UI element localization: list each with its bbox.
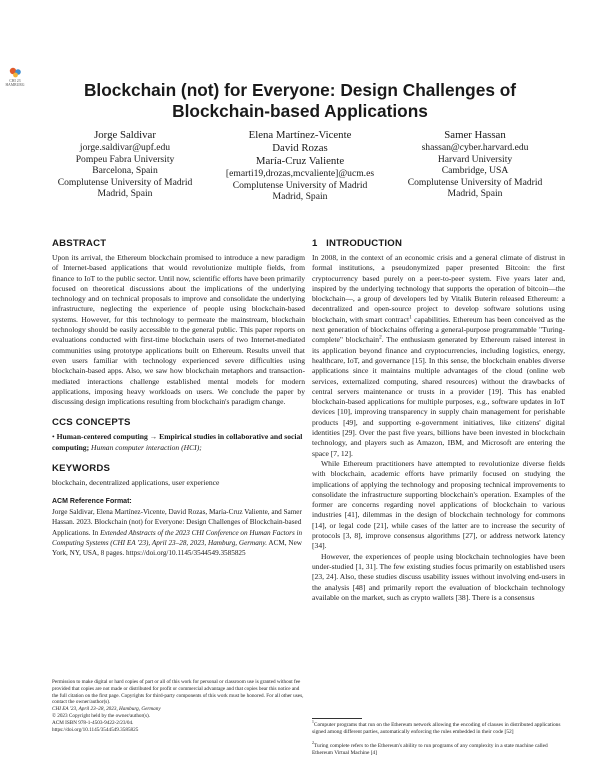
- reference-venue: Extended Abstracts of the 2023 CHI Conference on Human Factors in Computing Systems (CHI EA '23), April 23–28, 2023, Hamburg, Germany.: [52, 528, 303, 547]
- reference-format-text: [52, 507, 305, 557]
- footnote-ref-1: 1: [409, 314, 412, 321]
- permission-text: Permission to make digital or hard copies of part or all of this work for personal or classroom use is granted without fee provided that copies are not made or distributed for profit or commercial advantage and that copies bear this notice and the full citation on the first page. Copyrights for third-party components of this work must be honored. For all other uses, contact the owner/author(s).: [52, 679, 304, 706]
- intro-paragraph-3: However, the experiences of people using blockchain technologies have been under-studied [1, 31]. The few existing studies focus primarily on established users [23, 24]. Also, these studies discuss usability issues without involving end-users in the analysis [48] and primarily report the evaluation of blockchain technology available on the market, such as crypto wallets [38]. There is a consensus: [312, 551, 565, 602]
- author-location: Madrid, Spain: [447, 188, 503, 200]
- permission-block: [52, 679, 305, 733]
- reference-part-2: ACM, New York, NY, USA, 8 pages. https://doi.org/10.1145/3544549.3585825: [52, 538, 302, 557]
- paper-title: [40, 80, 560, 122]
- author-location: Cambridge, USA: [441, 165, 509, 177]
- author-name: María-Cruz Valiente: [255, 155, 345, 167]
- keywords-text: blockchain, decentralized applications, user experience: [52, 478, 220, 488]
- reference-format-heading: ACM Reference Format:: [52, 498, 132, 506]
- author-affiliation: Harvard University: [437, 153, 513, 165]
- footnote-mark-2: 2: [312, 741, 314, 746]
- author-name: David Rozas: [272, 142, 328, 154]
- logo-text-line-1: CHI 23: [9, 79, 21, 83]
- intro-p1-part-c: . The enthusiasm generated by Ethereum raised interest in its application beyond finance and cryptocurrencies, including logistics, energy, healthcare, IoT, and governance [15]. In this sense, the blockchain enables diverse applications since it maintains multiple advantages of the cloud (online web services, externalized computing, shared resources) without the drawbacks of central servers maintenance or trusts in a provider [19]. This has enabled blockchain-based applications for multiple purposes, e.g., software updates in IoT devices [10], improving transparency in supply chain management for perishable products [49], and supporting e-government initiatives, like citizens' digital identities [29]. Over the past five years, billions have been invested in blockchain technology, and players such as Amazon, IBM, and Microsoft are entering the space [7, 12].: [312, 335, 565, 458]
- ccs-bullet: •: [52, 432, 55, 442]
- author-block-2: [210, 129, 390, 203]
- author-email: [emarti19,drozas,mcvaliente]@ucm.es: [225, 168, 375, 179]
- left-column: [52, 238, 305, 558]
- intro-p1-part-b: capabilities. Ethereum has been conceived as the next generation of blockchains offering a general-purpose programmable "Turing-complete" blockchain: [312, 314, 566, 345]
- ccs-separator: ;: [86, 442, 90, 452]
- author-email: jorge.saldivar@upf.edu: [79, 142, 171, 153]
- ccs-heading: CCS CONCEPTS: [52, 417, 131, 429]
- permission-conference: CHI EA '23, April 23–28, 2023, Hamburg, Germany: [52, 706, 161, 713]
- footnote-mark-1: 1: [312, 720, 314, 725]
- keywords-heading: KEYWORDS: [52, 463, 111, 475]
- permission-copyright: © 2023 Copyright held by the owner/author(s).: [52, 712, 151, 719]
- author-name: Jorge Saldivar: [94, 129, 156, 141]
- intro-p1-part-a: In 2008, in the context of an economic crisis and a general climate of distrust in formal institutions, a pseudonymized paper presented Bitcoin: the first cryptocurrency based purely on a peer-to-peer system. Five years later and, inspired by the underlying technology that supports the operation of bitcoin—the blockchain—, a group of developers led by Vitalik Buterin released Ethereum: a decentralized and open-source project to develop software solutions using blockchain, with smart contract: [312, 253, 565, 324]
- author-location: Madrid, Spain: [272, 191, 328, 203]
- right-column: [312, 238, 565, 603]
- footnote-rule: [312, 718, 362, 719]
- abstract-text: Upon its arrival, the Ethereum blockchain promised to introduce a new paradigm of Internet-based applications that would revolutionize multiple fields, from finance to IoT to the public sector. Until now, scientific efforts have been primarily focused on theoretical discussions about the implications of the underlying technology and on technical proposals to improve and consolidate the underlying infrastructure, neglecting the experience of people using blockchain-based systems. However, for this technology to permeate the mainstream, blockchain technology should be easily accessible to the general public. This paper reports on evaluations conducted with first-time blockchain users of two Internet-mediated communities using prototype applications built on Ethereum. Results unveil that even users familiar with technology experienced severe difficulties using blockchain-based apps. Also, we saw how blockchain metaphors and transaction-mediated interactions challenge established mental models for modern applications, imposing heavy workloads on users. We conclude the paper by discussing design implications resulting from blockchain's paradigm change.: [52, 253, 305, 407]
- author-name: Samer Hassan: [444, 129, 506, 141]
- title-line-1: Blockchain (not) for Everyone: Design Challenges of: [83, 80, 517, 100]
- reference-part-1: Jorge Saldivar, Elena Martínez-Vicente, David Rozas, María-Cruz Valiente, and Samer Hassan. 2023. Blockchain (not) for Everyone: Design Challenges of Blockchain-based Applications. In: [52, 508, 302, 537]
- footnote-1-text: Computer programs that run on the Ethereum network allowing the encoding of clauses in distributed applications signed among different parties, automatically enforcing the rules embedded in their code [52]: [312, 722, 561, 735]
- ccs-text: [52, 432, 305, 453]
- author-name: Elena Martínez-Vicente: [248, 129, 352, 141]
- author-email: shassan@cyber.harvard.edu: [421, 142, 529, 153]
- footnote-ref-2: 2: [379, 334, 382, 341]
- chi-logo-icon: [9, 66, 22, 78]
- author-affiliation: Pompeu Fabra University: [75, 153, 175, 165]
- ccs-italic: Human computer interaction (HCI): [91, 442, 200, 452]
- author-block-1: [30, 129, 220, 200]
- permission-doi: https://doi.org/10.1145/3544549.3585825: [52, 726, 139, 733]
- ccs-bold: Human-centered computing → Empirical studies in collaborative and social computing: [52, 432, 303, 452]
- abstract-heading: ABSTRACT: [52, 238, 107, 249]
- footnote-2: [312, 743, 565, 757]
- permission-isbn: ACM ISBN 978-1-4503-9422-2/23/04.: [52, 719, 134, 726]
- author-location: Barcelona, Spain: [92, 165, 158, 177]
- intro-paragraph-2: While Ethereum practitioners have attempted to revolutionize diverse fields with blockchain, academic efforts have primarily focused on studying the implications of applying the technology and proposing technical improvements to consolidate the infrastructure supporting blockchain's operation. Examples of the former are concerns regarding novel applications of blockchain to various industries [41], dilemmas in the design of blockchain technology for commons [14], or legal code [21], while cases of the latter are to increase the security of protocols [3, 8], improve consensus algorithms [27], or address network latency [34].: [312, 458, 565, 551]
- intro-paragraph-1: [312, 253, 565, 459]
- logo-text-line-2: HAMBURG: [5, 83, 25, 87]
- introduction-heading: 1 INTRODUCTION: [312, 238, 403, 249]
- author-location: Madrid, Spain: [97, 188, 153, 200]
- ccs-end: ;: [199, 442, 202, 452]
- title-line-2: Blockchain-based Applications: [172, 101, 428, 121]
- author-affiliation: Complutense University of Madrid: [232, 179, 368, 191]
- footnote-2-text: Turing complete refers to the Ethereum's ability to run programs of any complexity in a state machine called Ethereum Virtual Machine [4]: [312, 743, 548, 756]
- author-affiliation: Complutense University of Madrid: [57, 176, 193, 188]
- author-block-3: [380, 129, 570, 200]
- author-affiliation: Complutense University of Madrid: [407, 176, 543, 188]
- conference-logo: [2, 66, 28, 96]
- footnote-1: [312, 722, 565, 736]
